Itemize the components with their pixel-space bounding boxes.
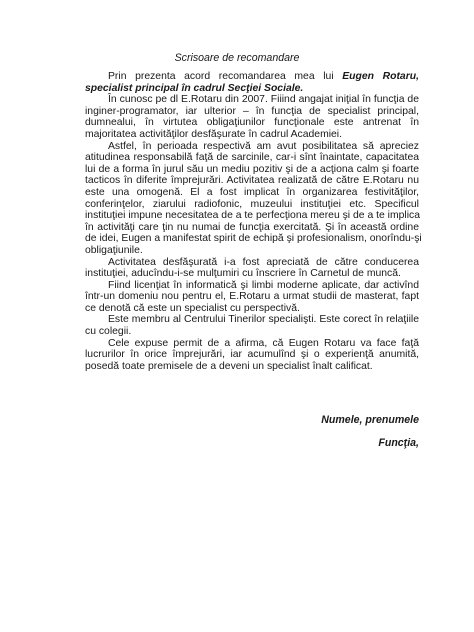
body-line: de idei, Eugen a manifestat spirit de echipă şi profesionalism, onorîndu-şi [85, 233, 422, 245]
letter-body [85, 71, 422, 372]
body-line: inginer-programator, iar ulterior – în funcţia de specialist principal, [85, 105, 419, 117]
body-line: posedă toate premisele de a deveni un specialist înalt calificat. [85, 360, 373, 372]
body-line: Activitatea desfăşurată i-a fost apreciată de către conducerea [108, 256, 419, 268]
body-line: într-un domeniu nou pentru el, E.Rotaru a urmat studii de masterat, fapt [85, 291, 419, 303]
body-line: lucrurilor în orice împrejurări, iar acumulînd şi o experienţă anumită, [85, 349, 419, 361]
body-line: cu colegii. [85, 326, 132, 338]
body-line: tacticos în diferite împrejurări. Activitatea realizată de către E.Rotaru nu [85, 175, 419, 187]
body-line: majoritatea activităţilor desfăşurate în cadrul Academiei. [85, 128, 343, 140]
signature-position-label: Funcţia, [378, 437, 419, 449]
body-line: ce denotă că este un specialist cu perspectivă. [85, 302, 300, 314]
intro-prefix: Prin prezenta acord recomandarea mea lui [108, 71, 343, 82]
body-line: instituţiei, aducîndu-i-se mulţumiri cu înscriere în Carnetul de muncă. [85, 268, 401, 280]
recommended-person-position: specialist principal în cadrul Secţiei Sociale. [85, 82, 304, 94]
body-line: dumnealui, în virtutea obligaţiunilor funcţionale este antrenat în [85, 117, 419, 129]
signature-name-label: Numele, prenumele [321, 414, 419, 426]
body-line: este una omogenă. El a fost implicat în organizarea festivităţilor, [85, 186, 419, 198]
body-line: lui de a forma în jurul său un mediu pozitiv şi de a acţiona calm şi foarte [85, 163, 419, 175]
body-line: Fiind licenţiat în informatică şi limbi moderne aplicate, dar activînd [108, 279, 419, 291]
intro-line [85, 71, 419, 83]
body-line: atitudinea responsabilă faţă de sarcinile, car-i sînt înaintate, capacitatea [85, 152, 419, 164]
body-line: În cunosc pe dl E.Rotaru din 2007. Fiiind angajat iniţial în funcţia de [108, 94, 419, 106]
body-line: în activităţi care ţin nu numai de funcţia exercitată. Şi în această ordine [85, 221, 419, 233]
body-line: instituţiei impune necesitatea de a te perfecţiona mereu şi de a te implica [85, 210, 420, 222]
body-line: Astfel, în perioada respectivă am avut posibilitatea să apreciez [108, 140, 419, 152]
recommended-person-name: Eugen Rotaru, [342, 71, 419, 82]
body-line: conferinţelor, ziarului radiofonic, muzeului instituţiei etc. Specificul [85, 198, 419, 210]
letter-title: Scrisoare de recomandare [174, 52, 300, 64]
body-line: Cele expuse permit de a afirma, că Eugen Rotaru va face faţă [108, 337, 419, 349]
body-line: obligaţiunile. [85, 244, 143, 256]
body-line: Este membru al Centrului Tinerilor specialişti. Este corect în relaţiile [108, 314, 419, 326]
